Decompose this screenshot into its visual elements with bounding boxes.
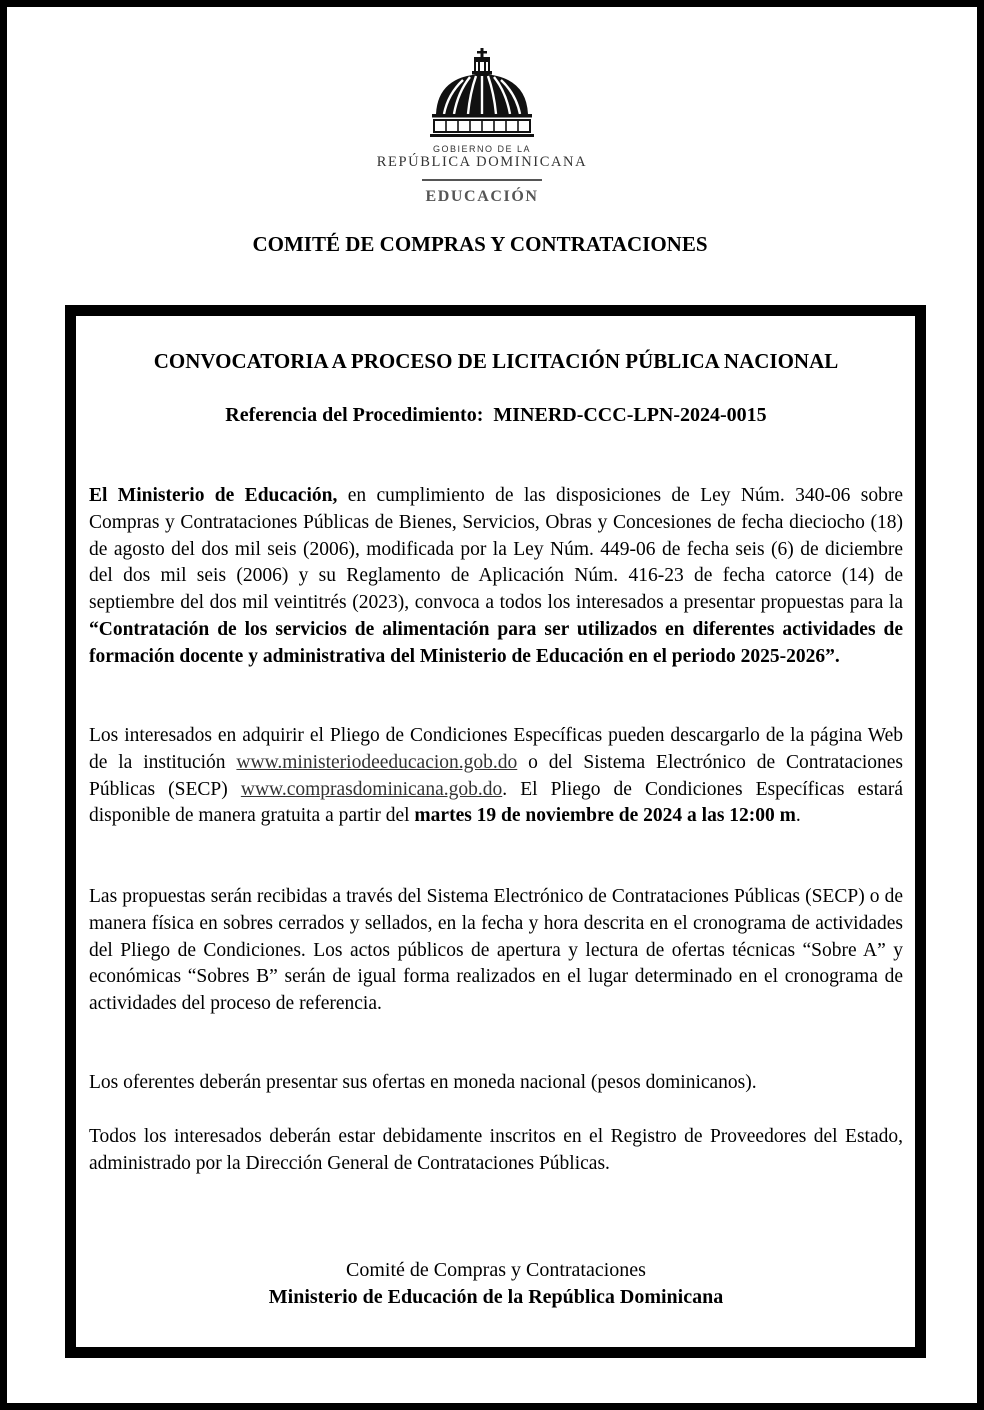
paragraph-submission: Las propuestas serán recibidas a través del Sistema Electrónico de Contrataciones Públicas (SECP) o de manera física en sobres cerrados y sellados, en la fecha y hora descrita en el cronograma de actividades del Pliego de Condiciones. Los actos públicos de apertura y lectura de ofertas técnicas “Sobre A” y económicas “Sobres B” serán de igual forma realizados en el lugar determinado en el cronograma de actividades del proceso de referencia. (89, 886, 903, 1015)
download-text-2: o del Sistema Electrónico de Contrataciones Públicas (SECP) (89, 751, 904, 800)
paragraph-registry: Todos los interesados deberán estar debidamente inscritos en el Registro de Proveedores del Estado, administrado por la Dirección General de Contrataciones Públicas. (89, 1126, 903, 1174)
ministry-website-link[interactable]: www.ministeriodeeducacion.gob.do (236, 751, 518, 773)
signature-block (0, 1257, 984, 1311)
download-text-1: Los interesados en adquirir el Pliego de Condiciones Específicas pueden descargarlo de la página Web de la institución (89, 725, 903, 773)
ministry-lead: El Ministerio de Educación, (89, 485, 338, 506)
paragraph-convocation (89, 483, 903, 671)
availability-date: martes 19 de noviembre de 2024 a las 12:00 m (414, 805, 796, 827)
signature-ministry: Ministerio de Educación de la República Dominicana (268, 1286, 724, 1308)
notice-title: CONVOCATORIA A PROCESO DE LICITACIÓN PÚBLICA NACIONAL (153, 349, 839, 373)
convocation-text: en cumplimiento de las disposiciones de Ley Núm. 340-06 sobre Compras y Contrataciones Públicas de Bienes, Servicios, Obras y Concesiones de fecha dieciocho (18) de agosto del dos mil seis (2006), modificada por la Ley Núm. 449-06 de fecha seis (6) de diciembre del dos mil seis (2006) y su Reglamento de Aplicación Núm. 416-23 de fecha catorce (14) de septiembre del dos mil veintitrés (2023), convoca a todos los interesados a presentar propuestas para la (89, 485, 903, 614)
logo-ministry-label: EDUCACIÓN (425, 187, 539, 205)
download-text-4: . (795, 805, 801, 827)
paragraph-download (89, 723, 903, 830)
procedure-reference (0, 404, 984, 427)
logo-divider (422, 179, 542, 181)
logo-country-label: REPÚBLICA DOMINICANA (376, 154, 588, 170)
signature-committee: Comité de Compras y Contrataciones (346, 1259, 646, 1281)
notice-box (65, 305, 926, 1358)
secp-website-link[interactable]: www.comprasdominicana.gob.do (240, 778, 503, 800)
committee-header: COMITÉ DE COMPRAS Y CONTRATACIONES (252, 232, 708, 256)
dome-emblem-icon (430, 48, 534, 140)
logo-government-label: GOBIERNO DE LA (432, 144, 532, 154)
contract-object: “Contratación de los servicios de alimentación para ser utilizados en diferentes actividades de formación docente y administrativa del Ministerio de Educación en el periodo 2025-2026”. (89, 618, 903, 667)
paragraph-currency: Los oferentes deberán presentar sus ofertas en moneda nacional (pesos dominicanos). (89, 1072, 757, 1093)
reference-label: Referencia del Procedimiento: (225, 404, 484, 426)
government-logo (372, 48, 592, 213)
reference-code: MINERD-CCC-LPN-2024-0015 (493, 404, 767, 426)
download-text-3: . El Pliego de Condiciones Específicas estará disponible de manera gratuita a partir del (89, 778, 903, 827)
